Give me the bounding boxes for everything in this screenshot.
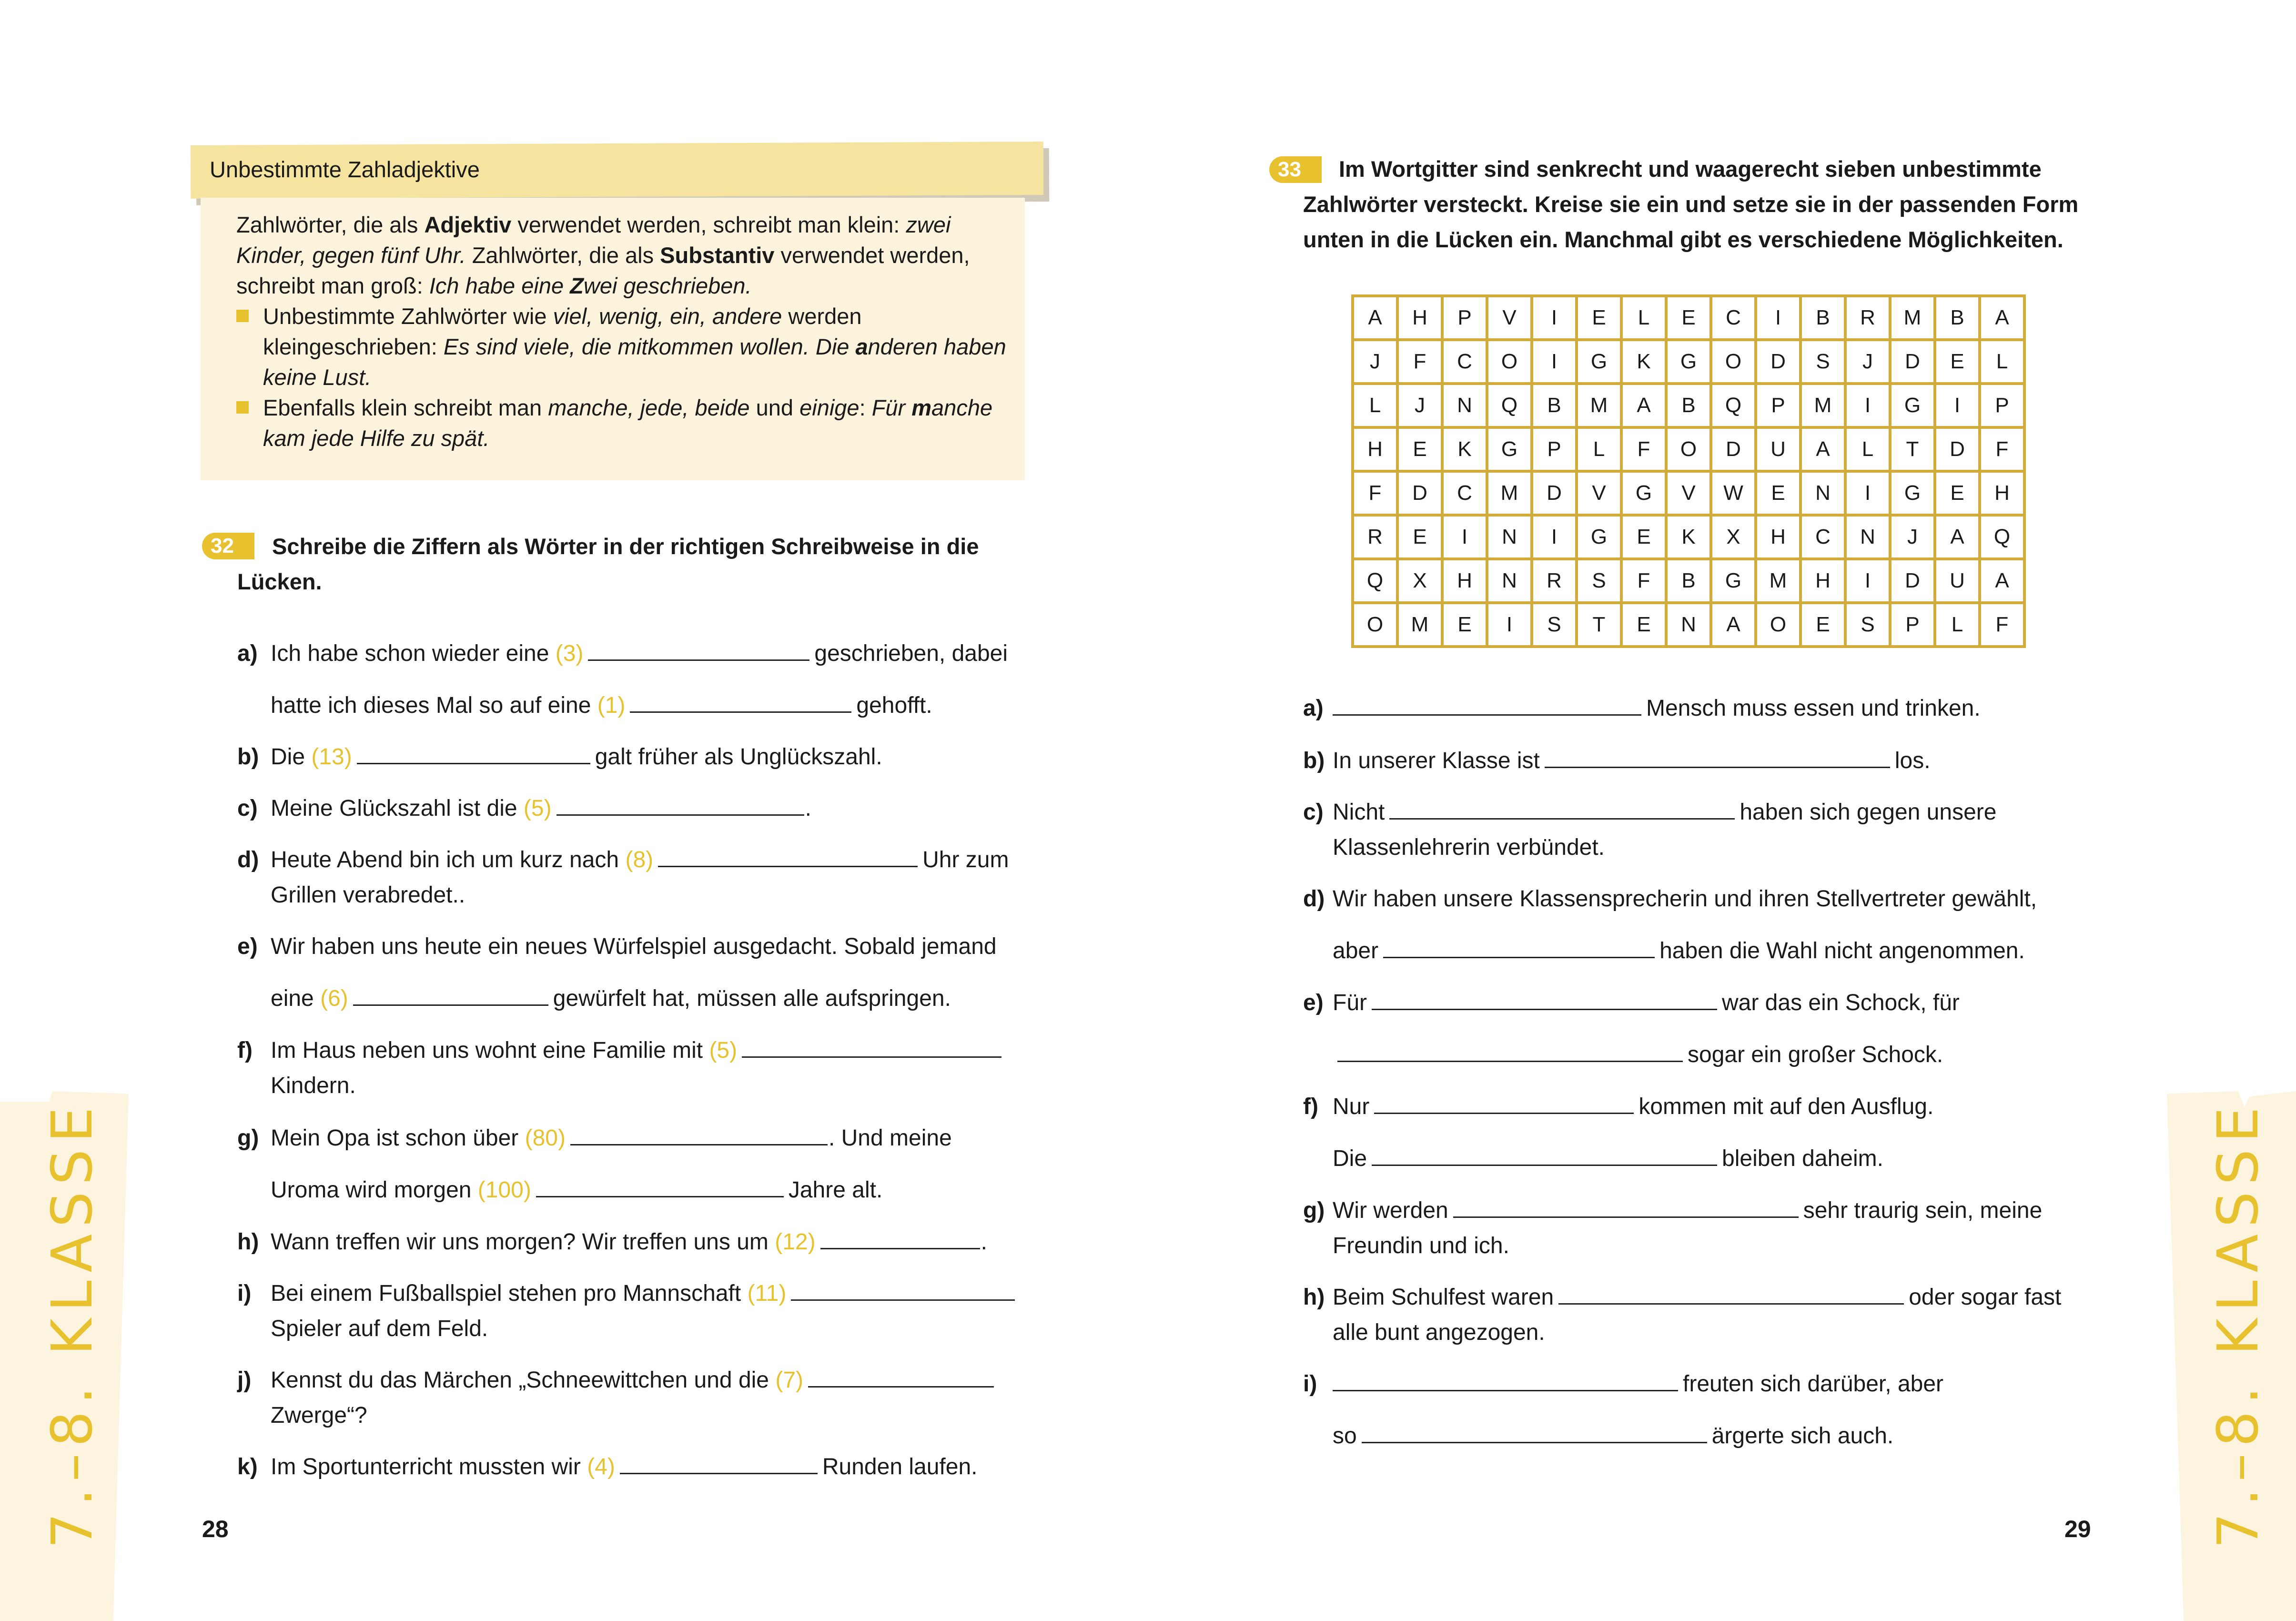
text: gewürfelt hat, müssen alle aufspringen. (553, 986, 951, 1011)
grid-cell[interactable]: W (1711, 471, 1756, 515)
grid-cell[interactable]: L (1577, 427, 1621, 471)
answer-blank[interactable] (1374, 1094, 1634, 1114)
text: Jahre alt. (788, 1177, 883, 1203)
grid-cell[interactable]: Q (1353, 559, 1397, 603)
grid-cell[interactable]: I (1845, 471, 1890, 515)
text: haben die Wahl nicht angenommen. (1659, 938, 2025, 963)
grid-cell[interactable]: H (1756, 515, 1800, 559)
grid-cell[interactable]: J (1353, 340, 1397, 384)
grid-cell[interactable]: P (1756, 384, 1800, 427)
grid-cell[interactable]: T (1577, 603, 1621, 647)
grid-cell[interactable]: N (1487, 515, 1532, 559)
grid-cell[interactable]: C (1442, 340, 1487, 384)
grid-cell[interactable]: V (1666, 471, 1711, 515)
grid-cell[interactable]: E (1935, 340, 1980, 384)
info-box-text (236, 210, 1008, 454)
text: Mensch muss essen und trinken. (1646, 696, 1981, 721)
text: kommen mit auf den Ausflug. (1639, 1094, 1934, 1119)
text: . (805, 796, 811, 821)
grid-cell[interactable]: M (1800, 384, 1845, 427)
grid-cell[interactable]: G (1577, 340, 1621, 384)
grade-label: 7.–8. KLASSE (39, 1100, 105, 1549)
grid-cell[interactable]: C (1711, 296, 1756, 340)
grid-cell[interactable]: H (1980, 471, 2024, 515)
text: Wann treffen wir uns morgen? Wir treffen uns um (271, 1229, 775, 1255)
info-box-title: Unbestimmte Zahladjektive (210, 157, 480, 182)
text: Meine Glückszahl ist die (271, 796, 524, 821)
grid-cell[interactable]: M (1577, 384, 1621, 427)
text: und (749, 395, 800, 420)
grid-row (1353, 471, 2024, 515)
bullet-square-icon (236, 401, 249, 414)
item-label: b) (237, 744, 259, 770)
digit-hint: (4) (587, 1454, 615, 1479)
answer-blank[interactable] (556, 795, 804, 816)
example-highlight: Z (570, 273, 584, 298)
text: werden kleingeschrieben: (263, 304, 862, 359)
text: Kindern. (271, 1073, 356, 1098)
grid-cell[interactable]: D (1935, 427, 1980, 471)
answer-blank[interactable] (536, 1177, 784, 1197)
grid-cell[interactable]: B (1800, 296, 1845, 340)
answer-blank[interactable] (570, 1125, 828, 1145)
grid-cell[interactable]: O (1711, 340, 1756, 384)
info-bullet-2 (236, 393, 1008, 454)
example-highlight: a (855, 334, 868, 359)
text: ärgerte sich auch. (1711, 1423, 1894, 1449)
text: los. (1894, 748, 1931, 773)
answer-blank[interactable] (353, 985, 548, 1006)
text: . (981, 1229, 987, 1255)
answer-blank[interactable] (1362, 1423, 1707, 1443)
grid-cell[interactable]: U (1935, 559, 1980, 603)
grid-cell[interactable]: V (1577, 471, 1621, 515)
item-label: f) (1303, 1094, 1318, 1119)
grid-cell[interactable]: K (1621, 340, 1666, 384)
text: Die (271, 744, 312, 770)
grid-cell[interactable]: I (1532, 340, 1577, 384)
grid-cell[interactable]: A (1980, 559, 2024, 603)
grid-cell[interactable]: G (1890, 471, 1935, 515)
grid-cell[interactable]: O (1487, 340, 1532, 384)
grid-cell[interactable]: K (1442, 427, 1487, 471)
digit-hint: (1) (597, 693, 626, 718)
grid-cell[interactable]: N (1800, 471, 1845, 515)
example: nderen haben keine Lust. (263, 334, 1006, 390)
grid-cell[interactable]: S (1532, 603, 1577, 647)
text: eine (271, 986, 321, 1011)
grid-cell[interactable]: E (1397, 427, 1442, 471)
page-number: 28 (202, 1516, 229, 1542)
example: manche, jede, beide (548, 395, 750, 420)
grid-row (1353, 515, 2024, 559)
grid-cell[interactable]: E (1666, 296, 1711, 340)
text: Wir haben uns heute ein neues Würfelspiel ausgedacht. Sobald jemand (271, 934, 997, 959)
grid-cell[interactable]: V (1487, 296, 1532, 340)
grid-cell[interactable]: U (1756, 427, 1800, 471)
text: hatte ich dieses Mal so auf eine (271, 693, 597, 718)
grid-cell[interactable]: R (1845, 296, 1890, 340)
info-bullet-1 (236, 301, 1008, 393)
text: alle bunt angezogen. (1333, 1320, 1545, 1345)
grid-cell[interactable]: H (1800, 559, 1845, 603)
grid-cell[interactable]: C (1800, 515, 1845, 559)
grid-cell[interactable]: E (1621, 603, 1666, 647)
example: Für (871, 395, 912, 420)
item-label: d) (237, 847, 259, 872)
item-label: i) (1303, 1371, 1317, 1397)
answer-blank[interactable] (1337, 1042, 1683, 1062)
grid-cell[interactable]: N (1442, 384, 1487, 427)
grid-cell[interactable]: L (1621, 296, 1666, 340)
word-search-grid (1351, 294, 2026, 648)
text: Unbestimmte Zahlwörter wie (263, 304, 553, 329)
item-label: h) (237, 1229, 259, 1255)
grid-cell[interactable]: F (1980, 603, 2024, 647)
grid-cell[interactable]: C (1442, 471, 1487, 515)
exercise-title: Schreibe die Ziffern als Wörter in der richtigen Schreibweise in die (272, 534, 979, 559)
grid-cell[interactable]: I (1532, 296, 1577, 340)
item-label: a) (1303, 696, 1324, 721)
grid-row (1353, 340, 2024, 384)
text: haben sich gegen unsere (1740, 800, 1997, 825)
item-label: i) (237, 1281, 252, 1306)
grid-cell[interactable]: N (1666, 603, 1711, 647)
grid-cell[interactable]: E (1577, 296, 1621, 340)
answer-blank[interactable] (742, 1037, 1001, 1058)
text: Bei einem Fußballspiel stehen pro Mannschaft (271, 1281, 748, 1306)
item-label: j) (237, 1368, 252, 1393)
text: Uhr zum (922, 847, 1009, 872)
grid-cell[interactable]: E (1621, 515, 1666, 559)
text: : (859, 395, 872, 420)
exercise-number-badge: 32 (202, 533, 254, 559)
text: freuten sich darüber, aber (1683, 1371, 1944, 1397)
text: sehr traurig sein, meine (1803, 1198, 2043, 1223)
grade-label: 7.–8. KLASSE (2205, 1100, 2271, 1549)
grid-cell[interactable]: F (1353, 471, 1397, 515)
text: gehofft. (856, 693, 932, 718)
grid-cell[interactable]: K (1666, 515, 1711, 559)
grid-cell[interactable]: H (1442, 559, 1487, 603)
grid-cell[interactable]: O (1666, 427, 1711, 471)
item-label: b) (1303, 748, 1325, 773)
item-label: g) (1303, 1198, 1325, 1223)
answer-blank[interactable] (1372, 1145, 1717, 1166)
answer-blank[interactable] (620, 1454, 818, 1474)
grid-cell[interactable]: E (1397, 515, 1442, 559)
grid-cell[interactable]: N (1487, 559, 1532, 603)
answer-blank[interactable] (808, 1367, 994, 1388)
grid-cell[interactable]: J (1397, 384, 1442, 427)
grid-cell[interactable]: J (1845, 340, 1890, 384)
text: war das ein Schock, für (1722, 990, 1960, 1015)
grid-cell[interactable]: A (1800, 427, 1845, 471)
answer-blank[interactable] (658, 847, 918, 867)
text: Ebenfalls klein schreibt man (263, 395, 548, 420)
example: einige (799, 395, 860, 420)
grid-cell[interactable]: F (1980, 427, 2024, 471)
grid-cell[interactable]: I (1935, 384, 1980, 427)
text: Im Sportunterricht mussten wir (271, 1454, 587, 1479)
answer-blank[interactable] (791, 1280, 1015, 1301)
grid-cell[interactable]: I (1845, 559, 1890, 603)
grid-cell[interactable]: D (1532, 471, 1577, 515)
bullet-square-icon (236, 310, 249, 322)
exercise-title: Im Wortgitter sind senkrecht und waagerecht sieben unbestimmte (1339, 156, 2042, 182)
grid-cell[interactable]: S (1845, 603, 1890, 647)
grid-cell[interactable]: S (1577, 559, 1621, 603)
grid-cell[interactable]: I (1756, 296, 1800, 340)
grid-row (1353, 427, 2024, 471)
digit-hint: (12) (775, 1229, 816, 1255)
text: oder sogar fast (1909, 1285, 2062, 1310)
answer-blank[interactable] (1558, 1284, 1904, 1305)
exercise-title-cont: Zahlwörter versteckt. Kreise sie ein und setze sie in der passenden Form (1303, 192, 2079, 217)
grid-cell[interactable]: Q (1487, 384, 1532, 427)
text: Uroma wird morgen (271, 1177, 478, 1203)
example: zwei Kinder, gegen fünf Uhr. (236, 212, 951, 268)
grid-cell[interactable]: A (1711, 603, 1756, 647)
grid-cell[interactable]: I (1532, 515, 1577, 559)
text: Zahlwörter, die als (236, 212, 425, 237)
text: Freundin und ich. (1333, 1233, 1509, 1258)
grid-cell[interactable]: H (1397, 296, 1442, 340)
answer-blank[interactable] (1333, 1371, 1678, 1391)
item-label: c) (237, 796, 258, 821)
answer-blank[interactable] (820, 1229, 980, 1249)
text: Für (1333, 990, 1367, 1015)
grid-cell[interactable]: M (1397, 603, 1442, 647)
example: viel, wenig, ein, andere (553, 304, 782, 329)
item-label: e) (237, 934, 258, 959)
text: so (1333, 1423, 1357, 1449)
exercise-number-badge: 33 (1269, 156, 1322, 183)
exercise-title-cont: unten in die Lücken ein. Manchmal gibt es verschiedene Möglichkeiten. (1303, 227, 2063, 252)
text: geschrieben, dabei (814, 641, 1008, 666)
grid-cell[interactable]: G (1621, 471, 1666, 515)
grid-cell[interactable]: G (1577, 515, 1621, 559)
text: Mein Opa ist schon über (271, 1125, 525, 1151)
grid-cell[interactable]: L (1845, 427, 1890, 471)
grid-cell[interactable]: B (1532, 384, 1577, 427)
item-label: a) (237, 641, 258, 666)
grid-cell[interactable]: B (1666, 384, 1711, 427)
grid-cell[interactable]: G (1666, 340, 1711, 384)
digit-hint: (3) (555, 641, 584, 666)
digit-hint: (8) (625, 847, 654, 872)
answer-blank[interactable] (1453, 1197, 1799, 1218)
answer-blank[interactable] (1372, 990, 1717, 1010)
exercise-title-cont: Lücken. (237, 569, 322, 594)
grid-cell[interactable]: A (1353, 296, 1397, 340)
grid-cell[interactable]: M (1890, 296, 1935, 340)
grid-cell[interactable]: L (1935, 603, 1980, 647)
text: bleiben daheim. (1722, 1146, 1883, 1171)
digit-hint: (80) (525, 1125, 566, 1151)
grid-cell[interactable]: O (1756, 603, 1800, 647)
answer-blank[interactable] (1545, 748, 1890, 768)
grid-cell[interactable]: T (1890, 427, 1935, 471)
text: Nicht (1333, 800, 1385, 825)
text: Wir haben unsere Klassensprecherin und ihren Stellvertreter gewählt, (1333, 886, 2037, 912)
grid-cell[interactable]: E (1800, 603, 1845, 647)
grid-row (1353, 384, 2024, 427)
grid-cell[interactable]: F (1621, 427, 1666, 471)
answer-blank[interactable] (1389, 799, 1735, 820)
text: Klassenlehrerin verbündet. (1333, 835, 1605, 860)
item-label: k) (237, 1454, 258, 1479)
text: Grillen verabredet.. (271, 882, 465, 908)
grid-cell[interactable]: X (1397, 559, 1442, 603)
text: . Und meine (828, 1125, 952, 1151)
answer-blank[interactable] (630, 692, 851, 713)
page-number: 29 (2064, 1516, 2091, 1542)
grid-cell[interactable]: I (1442, 515, 1487, 559)
text: Beim Schulfest waren (1333, 1285, 1554, 1310)
grid-cell[interactable]: G (1487, 427, 1532, 471)
grid-cell[interactable]: B (1935, 296, 1980, 340)
grid-cell[interactable]: J (1890, 515, 1935, 559)
grid-cell[interactable]: P (1442, 296, 1487, 340)
grid-cell[interactable]: F (1621, 559, 1666, 603)
digit-hint: (100) (477, 1177, 531, 1203)
grid-cell[interactable]: P (1980, 384, 2024, 427)
grid-cell[interactable]: D (1890, 340, 1935, 384)
grid-cell[interactable]: G (1711, 559, 1756, 603)
text: Spieler auf dem Feld. (271, 1316, 488, 1341)
grid-cell[interactable]: Q (1980, 515, 2024, 559)
text: aber (1333, 938, 1379, 963)
text: Ich habe schon wieder eine (271, 641, 556, 666)
grid-cell[interactable]: X (1711, 515, 1756, 559)
text: verwendet werden, schreibt man groß: (236, 243, 970, 298)
grid-cell[interactable]: L (1980, 340, 2024, 384)
item-label: d) (1303, 886, 1325, 912)
grid-cell[interactable]: D (1890, 559, 1935, 603)
text: galt früher als Unglückszahl. (595, 744, 882, 770)
text: Die (1333, 1146, 1367, 1171)
digit-hint: (13) (311, 744, 352, 770)
grid-cell[interactable]: E (1442, 603, 1487, 647)
grid-cell[interactable]: M (1756, 559, 1800, 603)
grid-cell[interactable]: H (1353, 427, 1397, 471)
grid-cell[interactable]: B (1666, 559, 1711, 603)
text: Wir werden (1333, 1198, 1448, 1223)
grid-cell[interactable]: I (1845, 384, 1890, 427)
grid-cell[interactable]: P (1532, 427, 1577, 471)
item-label: e) (1303, 990, 1324, 1015)
grid-cell[interactable]: I (1487, 603, 1532, 647)
grid-cell[interactable]: D (1756, 340, 1800, 384)
grid-cell[interactable]: O (1353, 603, 1397, 647)
example: Ich habe eine (429, 273, 570, 298)
answer-blank[interactable] (1383, 938, 1655, 958)
text: Kennst du das Märchen „Schneewittchen und die (271, 1368, 776, 1393)
info-paragraph (236, 210, 1008, 301)
grid-cell[interactable]: A (1980, 296, 2024, 340)
bold-term: Substantiv (660, 243, 775, 268)
grid-cell[interactable]: Q (1711, 384, 1756, 427)
text: sogar ein großer Schock. (1688, 1042, 1943, 1067)
digit-hint: (5) (523, 796, 552, 821)
text: In unserer Klasse ist (1333, 748, 1540, 773)
grid-cell[interactable]: R (1353, 515, 1397, 559)
example-highlight: m (911, 395, 932, 420)
grid-cell[interactable]: E (1756, 471, 1800, 515)
grid-cell[interactable]: G (1890, 384, 1935, 427)
text: verwendet werden, schreibt man klein: (511, 212, 906, 237)
grid-cell[interactable]: E (1935, 471, 1980, 515)
text: Zwerge“? (271, 1403, 367, 1428)
text: Zahlwörter, die als (465, 243, 660, 268)
answer-blank[interactable] (1333, 695, 1641, 716)
text: Im Haus neben uns wohnt eine Familie mit (271, 1038, 709, 1063)
digit-hint: (7) (775, 1368, 803, 1393)
grid-row (1353, 603, 2024, 647)
grid-cell[interactable]: D (1397, 471, 1442, 515)
grid-cell[interactable]: R (1532, 559, 1577, 603)
example: wei geschrieben. (583, 273, 752, 298)
grid-cell[interactable]: P (1890, 603, 1935, 647)
digit-hint: (6) (320, 986, 348, 1011)
text: Heute Abend bin ich um kurz nach (271, 847, 626, 872)
grid-cell[interactable]: D (1711, 427, 1756, 471)
grid-cell[interactable]: A (1621, 384, 1666, 427)
digit-hint: (5) (709, 1038, 738, 1063)
text: Runden laufen. (822, 1454, 978, 1479)
grid-row (1353, 559, 2024, 603)
item-label: g) (237, 1125, 259, 1151)
grid-cell[interactable]: S (1800, 340, 1845, 384)
item-label: h) (1303, 1285, 1325, 1310)
example: Es sind viele, die mitkommen wollen. Die (443, 334, 856, 359)
grid-cell[interactable]: N (1845, 515, 1890, 559)
grid-cell[interactable]: A (1935, 515, 1980, 559)
digit-hint: (11) (747, 1281, 787, 1306)
bold-term: Adjektiv (424, 212, 512, 237)
answer-blank[interactable] (588, 640, 809, 661)
item-label: c) (1303, 800, 1324, 825)
item-label: f) (237, 1038, 253, 1063)
grid-row (1353, 296, 2024, 340)
example: anche kam jede Hilfe zu spät. (263, 395, 993, 451)
answer-blank[interactable] (357, 744, 590, 764)
grid-cell[interactable]: M (1487, 471, 1532, 515)
grid-cell[interactable]: F (1397, 340, 1442, 384)
grid-cell[interactable]: L (1353, 384, 1397, 427)
text: Nur (1333, 1094, 1370, 1119)
